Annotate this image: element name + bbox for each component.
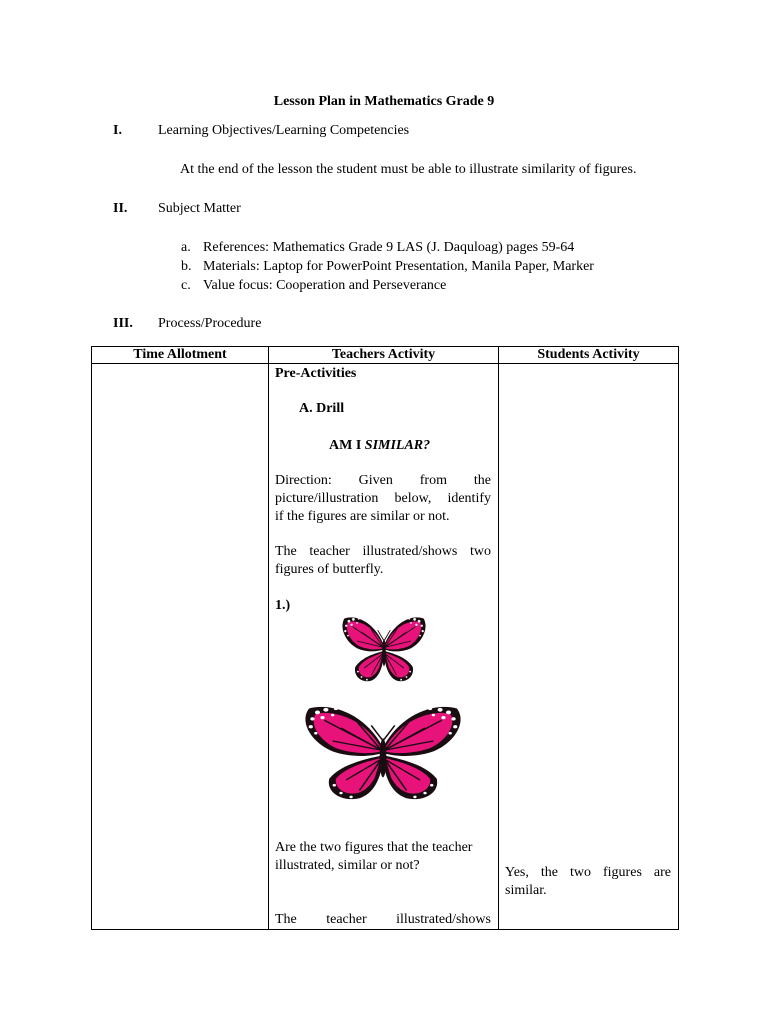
section-2-numeral: II.: [113, 201, 128, 216]
section-1-numeral: I.: [113, 123, 122, 138]
drill-heading: A. Drill: [299, 401, 345, 416]
item-number: 1.): [275, 598, 291, 613]
section-1-heading: Learning Objectives/Learning Competencies: [158, 123, 410, 138]
time-allotment-cell: [92, 364, 269, 930]
header-students-activity: Students Activity: [499, 347, 679, 364]
shows-line-1: The teacher illustrated/shows two: [275, 544, 491, 559]
header-teachers-activity: Teachers Activity: [269, 347, 499, 364]
list-item: c. Value focus: Cooperation and Perseverance: [181, 278, 447, 293]
student-answer-line-2: similar.: [505, 883, 547, 898]
question-line-1: Are the two figures that the teacher: [275, 840, 473, 855]
section-3-heading: Process/Procedure: [158, 316, 262, 331]
list-item: b. Materials: Laptop for PowerPoint Presentation, Manila Paper, Marker: [181, 259, 594, 274]
large-butterfly-image: [299, 702, 467, 806]
section-1-body: At the end of the lesson the student must be able to illustrate similarity of figures.: [180, 162, 637, 177]
continued-line: The teacher illustrated/shows: [275, 912, 491, 927]
page-title: Lesson Plan in Mathematics Grade 9: [273, 94, 495, 109]
section-3-numeral: III.: [113, 316, 133, 331]
direction-line-3: if the figures are similar or not.: [275, 509, 450, 524]
section-2-heading: Subject Matter: [158, 201, 241, 216]
procedure-table: [91, 346, 679, 930]
list-item: a. References: Mathematics Grade 9 LAS (J. Daquloag) pages 59-64: [181, 240, 575, 255]
table-row: [92, 364, 679, 930]
direction-line-2: picture/illustration below, identify: [275, 491, 491, 506]
shows-line-2: figures of butterfly.: [275, 562, 384, 577]
students-activity-cell: [499, 364, 679, 930]
table-header-row: [92, 347, 679, 364]
student-answer-line-1: Yes, the two figures are: [505, 865, 671, 880]
small-butterfly-image: [339, 614, 429, 686]
question-line-2: illustrated, similar or not?: [275, 858, 420, 873]
activity-title: AM I SIMILAR?: [329, 438, 431, 453]
pre-activities-heading: Pre-Activities: [275, 366, 357, 381]
teachers-activity-cell: [269, 364, 499, 930]
header-time-allotment: Time Allotment: [92, 347, 269, 364]
subject-matter-list: [181, 238, 594, 295]
direction-line-1: Direction: Given from the: [275, 473, 491, 488]
